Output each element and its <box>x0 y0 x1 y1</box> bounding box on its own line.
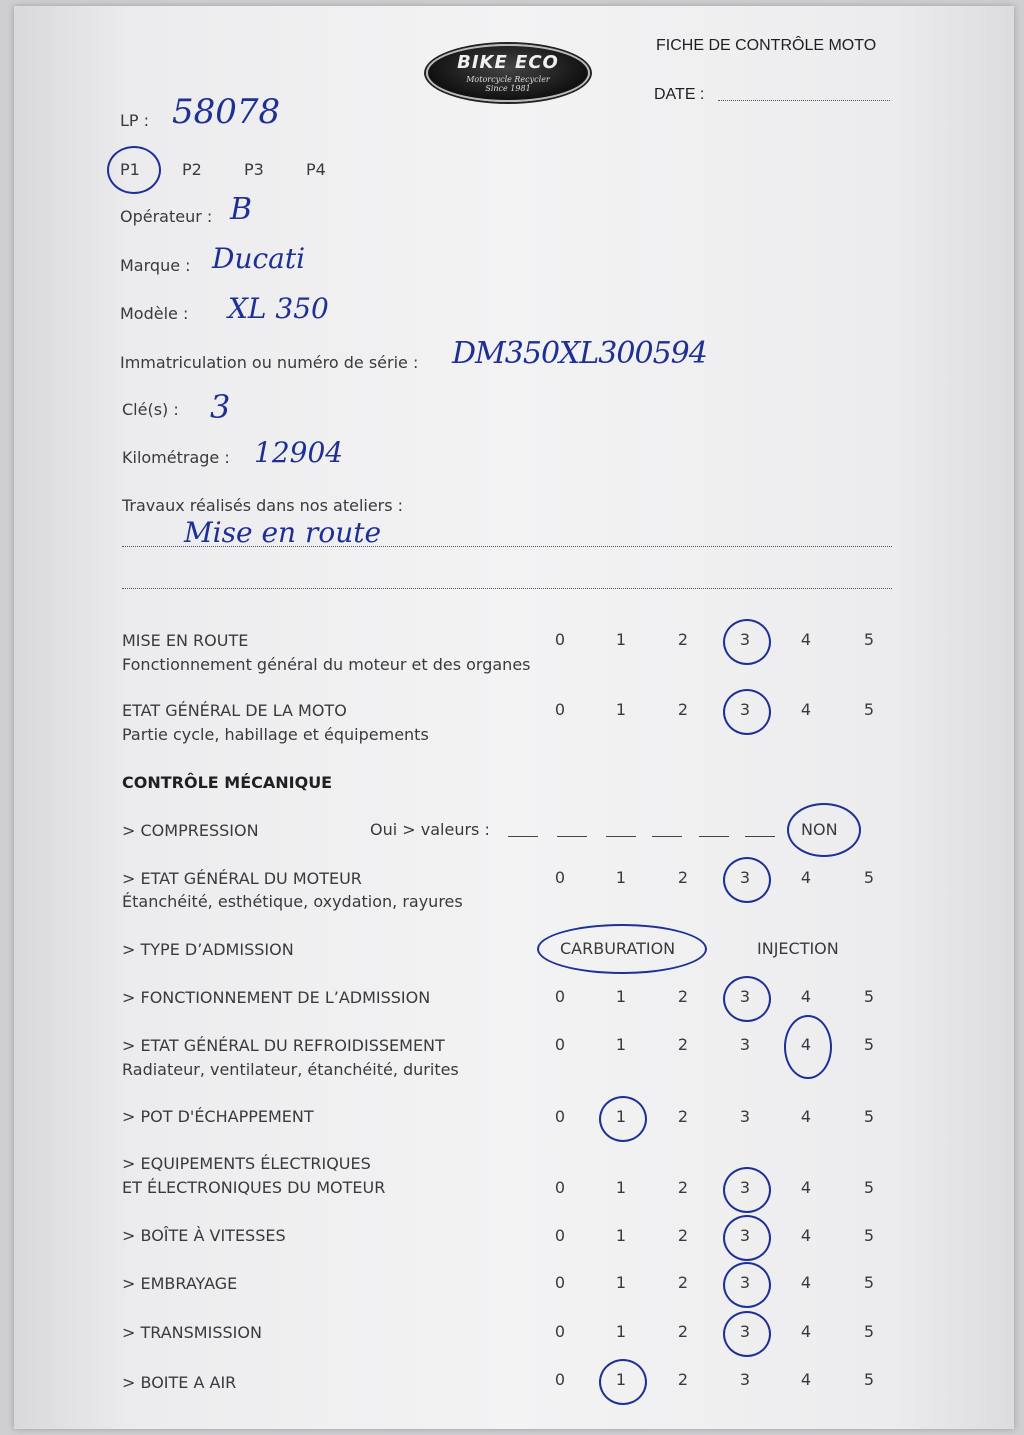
embrayage-selected-circle <box>723 1262 771 1308</box>
etat-general-score-3[interactable]: 3 <box>739 700 751 719</box>
moteur-score-5[interactable]: 5 <box>863 868 875 887</box>
kilometrage-value[interactable]: 12904 <box>254 436 344 469</box>
etat-general-title: ETAT GÉNÉRAL DE LA MOTO <box>122 701 347 720</box>
admission-selected-circle <box>723 976 771 1022</box>
etat-general-score-5[interactable]: 5 <box>863 700 875 719</box>
transmission-score-1[interactable]: 1 <box>615 1322 627 1341</box>
compression-value-3[interactable] <box>606 836 636 837</box>
lp-value[interactable]: 58078 <box>172 92 281 132</box>
boite-vitesses-title: > BOÎTE À VITESSES <box>122 1226 286 1245</box>
form-title: FICHE DE CONTRÔLE MOTO <box>656 37 877 54</box>
immatriculation-label: Immatriculation ou numéro de série : <box>120 353 419 372</box>
compression-value-2[interactable] <box>557 836 587 837</box>
logo-tagline: Motorcycle Recycler <box>466 75 550 84</box>
compression-title: > COMPRESSION <box>122 821 259 840</box>
boite-air-score-1[interactable]: 1 <box>615 1370 627 1389</box>
refroidissement-title: > ETAT GÉNÉRAL DU REFROIDISSEMENT <box>122 1036 445 1055</box>
etat-general-score-0[interactable]: 0 <box>554 700 566 719</box>
moteur-score-1[interactable]: 1 <box>615 868 627 887</box>
mise-en-route-score-3[interactable]: 3 <box>739 630 751 649</box>
compression-value-5[interactable] <box>699 836 729 837</box>
etat-general-score-4[interactable]: 4 <box>800 700 812 719</box>
compression-non-circle <box>787 803 861 857</box>
compression-non-option[interactable]: NON <box>801 820 838 839</box>
refroid-score-3[interactable]: 3 <box>739 1035 751 1054</box>
travaux-line-2[interactable] <box>122 588 892 589</box>
refroidissement-subtitle: Radiateur, ventilateur, étanchéité, durites <box>122 1060 459 1079</box>
travaux-line-1[interactable] <box>122 546 892 547</box>
moteur-selected-circle <box>723 857 771 903</box>
marque-value[interactable]: Ducati <box>212 242 306 275</box>
electrique-title-2: ET ÉLECTRONIQUES DU MOTEUR <box>122 1178 386 1197</box>
admission-score-3[interactable]: 3 <box>739 987 751 1006</box>
modele-label: Modèle : <box>120 304 189 323</box>
boite-score-5[interactable]: 5 <box>863 1226 875 1245</box>
pot-score-4[interactable]: 4 <box>800 1107 812 1126</box>
boite-air-selected-circle <box>599 1359 647 1405</box>
admission-title: > FONCTIONNEMENT DE L’ADMISSION <box>122 988 431 1007</box>
carburation-option[interactable]: CARBURATION <box>560 939 676 958</box>
boite-score-0[interactable]: 0 <box>554 1226 566 1245</box>
position-p3[interactable]: P3 <box>244 160 264 179</box>
admission-score-4[interactable]: 4 <box>800 987 812 1006</box>
travaux-value[interactable]: Mise en route <box>184 516 382 549</box>
pot-title: > POT D'ÉCHAPPEMENT <box>122 1107 314 1126</box>
embrayage-score-0[interactable]: 0 <box>554 1273 566 1292</box>
date-label: DATE : <box>654 86 705 103</box>
position-p4[interactable]: P4 <box>306 160 326 179</box>
transmission-title: > TRANSMISSION <box>122 1323 262 1342</box>
embrayage-score-4[interactable]: 4 <box>800 1273 812 1292</box>
boite-score-3[interactable]: 3 <box>739 1226 751 1245</box>
moteur-score-3[interactable]: 3 <box>739 868 751 887</box>
elec-score-5[interactable]: 5 <box>863 1178 875 1197</box>
position-p1[interactable]: P1 <box>120 160 140 179</box>
section-title: CONTRÔLE MÉCANIQUE <box>122 773 333 792</box>
refroid-score-1[interactable]: 1 <box>615 1035 627 1054</box>
refroid-score-2[interactable]: 2 <box>677 1035 689 1054</box>
elec-selected-circle <box>723 1167 771 1213</box>
cles-label: Clé(s) : <box>122 400 179 419</box>
embrayage-title: > EMBRAYAGE <box>122 1274 238 1293</box>
elec-score-1[interactable]: 1 <box>615 1178 627 1197</box>
boite-score-1[interactable]: 1 <box>615 1226 627 1245</box>
pot-selected-circle <box>599 1096 647 1142</box>
embrayage-score-5[interactable]: 5 <box>863 1273 875 1292</box>
moteur-subtitle: Étanchéité, esthétique, oxydation, rayures <box>122 892 463 911</box>
logo-text: BIKE ECO <box>457 52 559 73</box>
pot-score-1[interactable]: 1 <box>615 1107 627 1126</box>
admission-score-5[interactable]: 5 <box>863 987 875 1006</box>
elec-score-4[interactable]: 4 <box>800 1178 812 1197</box>
etat-general-score-1[interactable]: 1 <box>615 700 627 719</box>
mise-en-route-title: MISE EN ROUTE <box>122 631 249 650</box>
etat-general-subtitle: Partie cycle, habillage et équipements <box>122 725 429 744</box>
pot-score-2[interactable]: 2 <box>677 1107 689 1126</box>
injection-option[interactable]: INJECTION <box>757 939 839 958</box>
refroid-score-5[interactable]: 5 <box>863 1035 875 1054</box>
moteur-score-4[interactable]: 4 <box>800 868 812 887</box>
position-p2[interactable]: P2 <box>182 160 202 179</box>
refroid-selected-circle <box>784 1015 832 1079</box>
etat-general-selected-circle <box>723 689 771 735</box>
transmission-score-0[interactable]: 0 <box>554 1322 566 1341</box>
transmission-score-3[interactable]: 3 <box>739 1322 751 1341</box>
mise-en-route-subtitle: Fonctionnement général du moteur et des organes <box>122 655 531 674</box>
refroid-score-4[interactable]: 4 <box>800 1035 812 1054</box>
etat-general-score-2[interactable]: 2 <box>677 700 689 719</box>
date-line[interactable] <box>718 100 890 101</box>
electrique-title: > EQUIPEMENTS ÉLECTRIQUES <box>122 1154 371 1173</box>
lp-label: LP : <box>120 111 150 130</box>
elec-score-2[interactable]: 2 <box>677 1178 689 1197</box>
boite-score-4[interactable]: 4 <box>800 1226 812 1245</box>
kilometrage-label: Kilométrage : <box>122 448 230 467</box>
boite-air-score-3[interactable]: 3 <box>739 1370 751 1389</box>
mise-en-route-score-0[interactable]: 0 <box>554 630 566 649</box>
transmission-score-2[interactable]: 2 <box>677 1322 689 1341</box>
embrayage-score-3[interactable]: 3 <box>739 1273 751 1292</box>
boite-air-score-0[interactable]: 0 <box>554 1370 566 1389</box>
transmission-score-5[interactable]: 5 <box>863 1322 875 1341</box>
compression-oui-label: Oui > valeurs : <box>370 820 490 839</box>
modele-value[interactable]: XL 350 <box>228 292 329 325</box>
pot-score-0[interactable]: 0 <box>554 1107 566 1126</box>
admission-score-1[interactable]: 1 <box>615 987 627 1006</box>
boite-air-title: > BOITE A AIR <box>122 1373 237 1392</box>
pot-score-5[interactable]: 5 <box>863 1107 875 1126</box>
elec-score-3[interactable]: 3 <box>739 1178 751 1197</box>
admission-type-title: > TYPE D’ADMISSION <box>122 940 294 959</box>
boite-selected-circle <box>723 1215 771 1261</box>
mise-en-route-score-5[interactable]: 5 <box>863 630 875 649</box>
admission-score-0[interactable]: 0 <box>554 987 566 1006</box>
compression-value-6[interactable] <box>745 836 775 837</box>
moteur-title: > ETAT GÉNÉRAL DU MOTEUR <box>122 869 362 888</box>
marque-label: Marque : <box>120 256 191 275</box>
embrayage-score-1[interactable]: 1 <box>615 1273 627 1292</box>
immatriculation-value[interactable]: DM350XL300594 <box>452 336 707 371</box>
admission-score-2[interactable]: 2 <box>677 987 689 1006</box>
operateur-value[interactable]: B <box>230 192 253 227</box>
boite-score-2[interactable]: 2 <box>677 1226 689 1245</box>
mise-en-route-score-4[interactable]: 4 <box>800 630 812 649</box>
cles-value[interactable]: 3 <box>210 388 231 426</box>
mise-en-route-selected-circle <box>723 619 771 665</box>
bike-eco-logo <box>426 44 590 102</box>
boite-air-score-5[interactable]: 5 <box>863 1370 875 1389</box>
mise-en-route-score-2[interactable]: 2 <box>677 630 689 649</box>
compression-value-4[interactable] <box>652 836 682 837</box>
compression-value-1[interactable] <box>508 836 538 837</box>
moteur-score-2[interactable]: 2 <box>677 868 689 887</box>
refroid-score-0[interactable]: 0 <box>554 1035 566 1054</box>
boite-air-score-2[interactable]: 2 <box>677 1370 689 1389</box>
transmission-score-4[interactable]: 4 <box>800 1322 812 1341</box>
boite-air-score-4[interactable]: 4 <box>800 1370 812 1389</box>
mise-en-route-score-1[interactable]: 1 <box>615 630 627 649</box>
transmission-selected-circle <box>723 1311 771 1357</box>
elec-score-0[interactable]: 0 <box>554 1178 566 1197</box>
pot-score-3[interactable]: 3 <box>739 1107 751 1126</box>
moteur-score-0[interactable]: 0 <box>554 868 566 887</box>
carburation-circle <box>537 924 707 974</box>
embrayage-score-2[interactable]: 2 <box>677 1273 689 1292</box>
selected-position-circle <box>107 146 161 194</box>
operateur-label: Opérateur : <box>120 207 213 226</box>
travaux-label: Travaux réalisés dans nos ateliers : <box>122 496 404 515</box>
logo-since: Since 1981 <box>485 84 531 93</box>
